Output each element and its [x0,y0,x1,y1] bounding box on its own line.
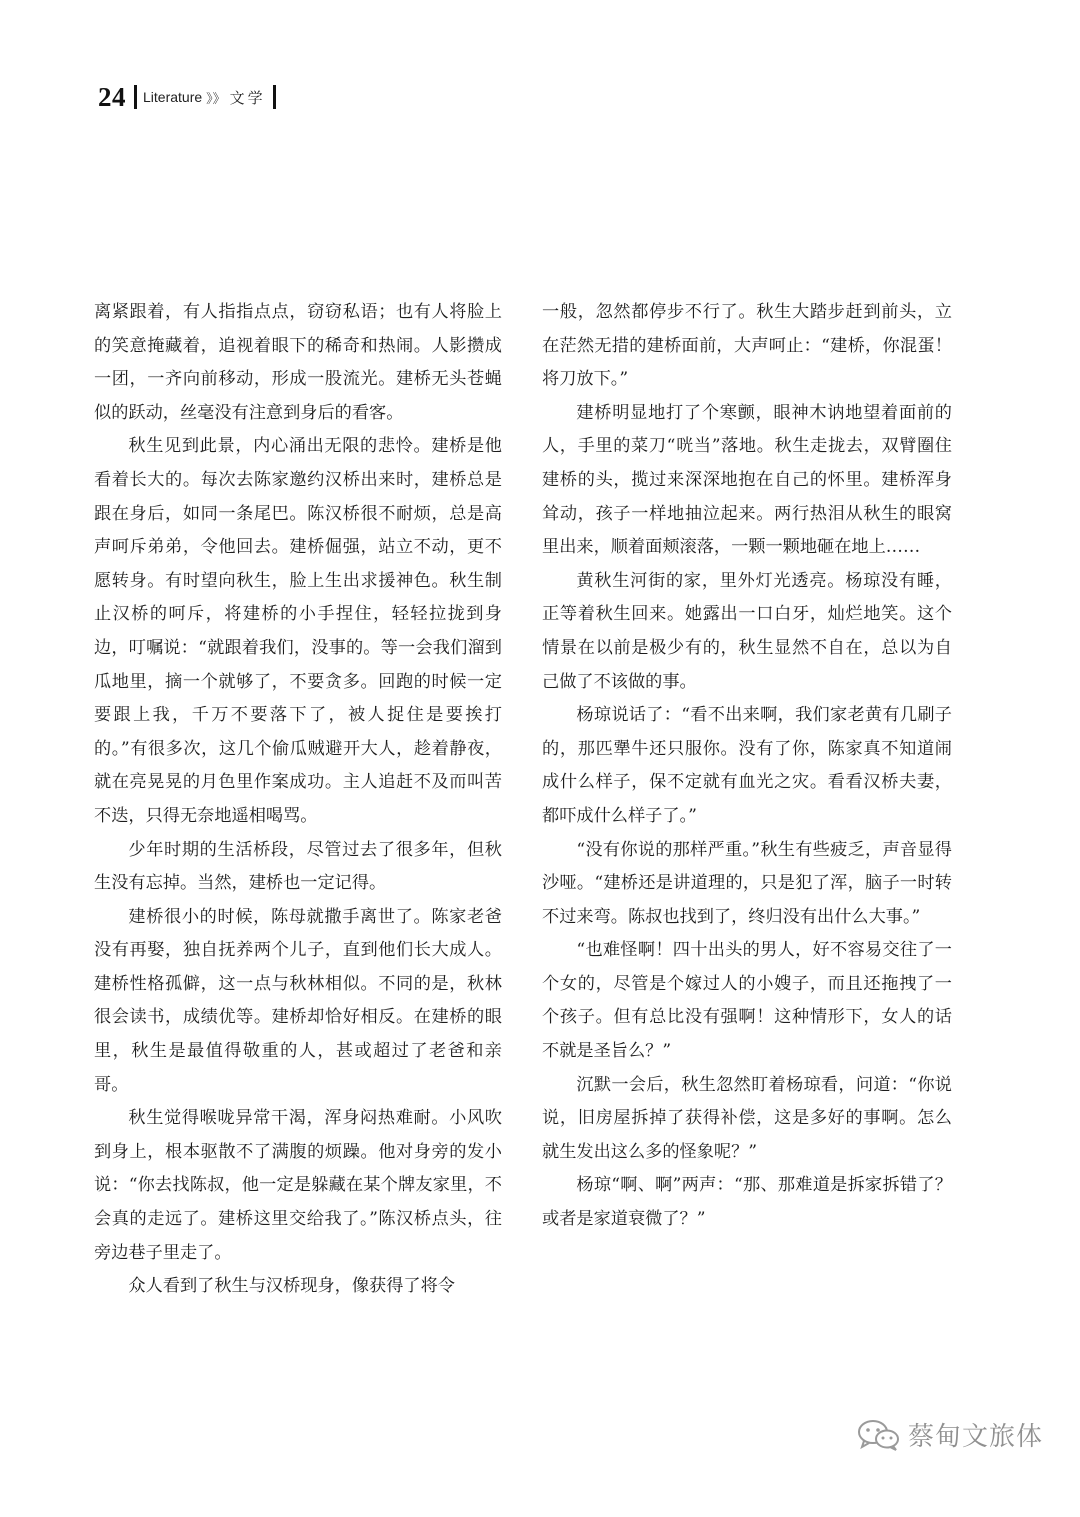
paragraph: 一般，忽然都停步不行了。秋生大踏步赶到前头，立在茫然无措的建桥面前，大声呵止：“建桥，你混蛋！将刀放下。” [542,302,952,390]
page-header [98,80,276,114]
right-text-column [542,296,952,1237]
paragraph: 杨琼“啊、啊”两声：“那、那难道是拆家拆错了？或者是家道衰微了？” [542,1175,952,1230]
paragraph: 众人看到了秋生与汉桥现身，像获得了将令 [128,1276,455,1297]
header-divider-end [273,85,276,109]
paragraph: “没有你说的那样严重。”秋生有些疲乏，声音显得沙哑。“建桥还是讲道理的，只是犯了浑，脑子一时转不过来弯。陈叔也找到了，终归没有出什么大事。” [542,839,952,927]
paragraph: 建桥很小的时候，陈母就撒手离世了。陈家老爸没有再娶，独自抚养两个儿子，直到他们长大成人。建桥性格孤僻，这一点与秋林相似。不同的是，秋林很会读书，成绩优等。建桥却恰好相反。在建桥的眼里，秋生是最值得敬重的人，甚或超过了老爸和亲哥。 [94,906,502,1095]
paragraph: 沉默一会后，秋生忽然盯着杨琼看，问道：“你说说，旧房屋拆掉了获得补偿，这是多好的事啊。怎么就生发出这么多的怪象呢？” [542,1074,952,1162]
section-name-english: Literature [143,89,203,105]
page-number: 24 [98,81,126,112]
paragraph: 少年时期的生活桥段，尽管过去了很多年，但秋生没有忘掉。当然，建桥也一定记得。 [94,839,502,894]
paragraph: 离紧跟着，有人指指点点，窃窃私语；也有人将脸上的笑意掩藏着，追视着眼下的稀奇和热闹。人影攒成一团，一齐向前移动，形成一股流光。建桥无头苍蝇似的跃动，丝毫没有注意到身后的看客。 [94,302,502,423]
section-separator: 》》 [206,91,226,107]
paragraph: 建桥明显地打了个寒颤，眼神木讷地望着面前的人，手里的菜刀“咣当”落地。秋生走拢去，双臂圈住建桥的头，揽过来深深地抱在自己的怀里。建桥浑身耸动，孩子一样地抽泣起来。两行热泪从秋生的眼窝里出来，顺着面颊滚落，一颗一颗地砸在地上…… [542,402,952,558]
paragraph: 秋生见到此景，内心涌出无限的悲怜。建桥是他看着长大的。每次去陈家邀约汉桥出来时，建桥总是跟在身后，如同一条尾巴。陈汉桥很不耐烦，总是高声呵斥弟弟，令他回去。建桥倔强，站立不动，更不愿转身。有时望向秋生，脸上生出求援神色。秋生制止汉桥的呵斥，将建桥的小手捏住，轻轻拉拢到身边，叮嘱说：“就跟着我们，没事的。等一会我们溜到瓜地里，摘一个就够了，不要贪多。回跑的时候一定要跟上我，千万不要落下了，被人捉住是要挨打的。”有很多次，这几个偷瓜贼避开大人，趁着静夜，就在亮晃晃的月色里作案成功。主人追赶不及而叫苦不迭，只得无奈地遥相喝骂。 [94,436,502,826]
paragraph: 杨琼说话了：“看不出来啊，我们家老黄有几刷子的，那匹犟牛还只服你。没有了你，陈家真不知道闹成什么样子，保不定就有血光之灾。看看汉桥夫妻，都吓成什么样子了。” [542,705,952,826]
wechat-icon [856,1419,902,1451]
header-divider [134,85,137,109]
paragraph: “也难怪啊！四十出头的男人，好不容易交往了一个女的，尽管是个嫁过人的小嫂子，而且还拖拽了一个孩子。但有总比没有强啊！这种情形下，女人的话不就是圣旨么？” [542,940,952,1062]
section-name-chinese: 文学 [229,88,266,107]
watermark-text: 蔡甸文旅体 [908,1422,1044,1452]
paragraph: 秋生觉得喉咙异常干渴，浑身闷热难耐。小风吹到身上，根本驱散不了满腹的烦躁。他对身旁的发小说：“你去找陈叔，他一定是躲藏在某个牌友家里，不会真的走远了。建桥这里交给我了。”陈汉桥点头，往旁边巷子里走了。 [94,1108,502,1263]
paragraph: 黄秋生河街的家，里外灯光透亮。杨琼没有睡，正等着秋生回来。她露出一口白牙，灿烂地笑。这个情景在以前是极少有的，秋生显然不自在，总以为自己做了不该做的事。 [542,570,952,692]
watermark [856,1416,1043,1453]
left-text-column [94,296,502,1304]
